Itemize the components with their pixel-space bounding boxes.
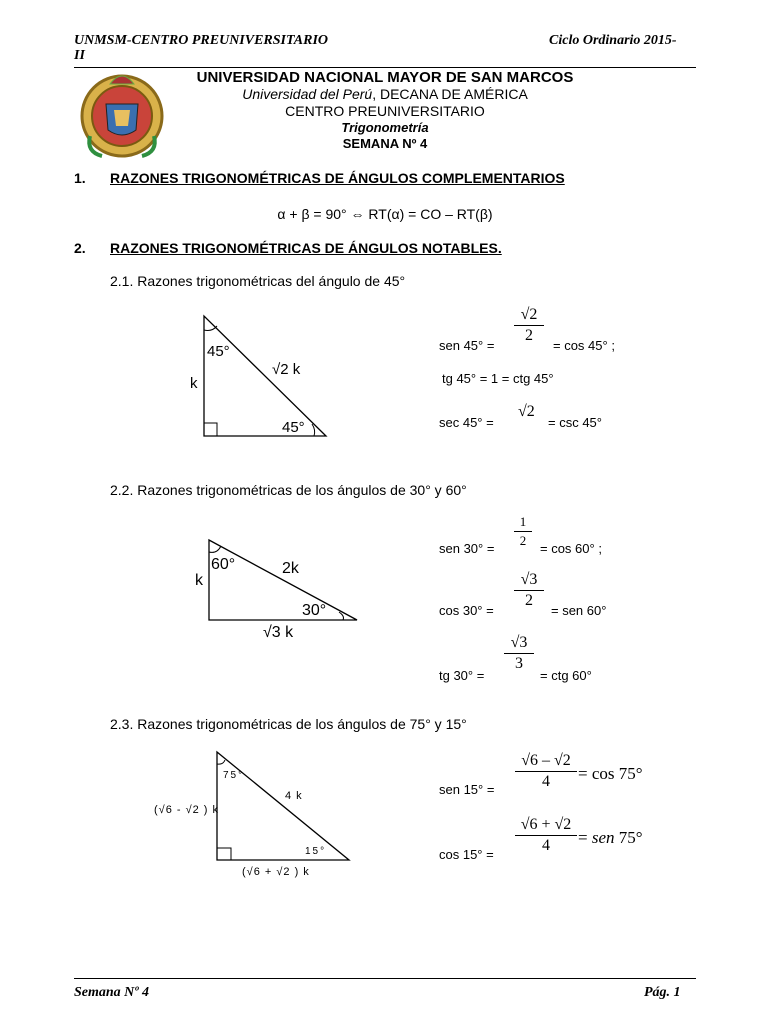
header-right: Ciclo Ordinario 2015- [549,33,677,48]
tg30-right: = ctg 60° [540,668,592,683]
section-2-title: RAZONES TRIGONOMÉTRICAS DE ÁNGULOS NOTABLES. [110,240,502,256]
triangle-30-60 [205,536,365,626]
subsection-2-3-title: 2.3. Razones trigonométricas de los ángulos de 75° y 15° [110,716,467,732]
fraction-bar [515,771,577,772]
cos30-den: 2 [525,592,533,609]
sen15-den: 4 [542,773,550,790]
section-2-number: 2. [74,240,86,256]
cos30-num: √3 [520,571,538,588]
header-left-cont: II [74,48,85,63]
tri45-bottom-angle: 45° [282,419,305,436]
sen45-fraction [514,306,544,345]
tri30-bottom-angle: 30° [302,602,327,619]
cos15-den: 4 [542,837,550,854]
tg30-den: 3 [515,655,523,672]
sen30-den: 2 [519,533,527,548]
sen15-num: √6 – √2 [521,752,571,769]
header-left: UNMSM-CENTRO PREUNIVERSITARIO [74,33,329,48]
fraction-bar [514,531,532,532]
cos15-angle: 75° [614,828,643,847]
cos15-sen: sen [591,828,615,847]
tri30-hypotenuse: 2k [282,560,299,577]
tri45-side-k: k [190,375,198,392]
section-1-title: RAZONES TRIGONOMÉTRICAS DE ÁNGULOS COMPLEMENTARIOS [110,170,565,186]
subsection-2-2-title: 2.2. Razones trigonométricas de los ángulos de 30° y 60° [110,482,467,498]
subtitle-italic: Universidad del Perú [242,86,373,102]
fraction-bar [514,590,544,591]
fraction-bar [515,835,577,836]
subsection-2-1-title: 2.1. Razones trigonométricas del ángulo de 45° [110,273,406,289]
center-name: CENTRO PREUNIVERSITARIO [285,103,485,119]
university-seal [76,66,168,162]
sen45-den: 2 [525,327,533,344]
tri75-bottom-angle: 15° [305,846,327,857]
triangle-45 [200,312,335,442]
tri30-side-k: k [195,572,203,589]
tri45-top-angle: 45° [207,343,230,360]
sen45-label: sen 45° = [439,338,495,353]
sec45-right: = csc 45° [548,415,602,430]
sec45-value: √2 [518,403,535,420]
sen30-num: 1 [519,514,527,529]
triangle-75-15 [213,748,358,863]
tri75-side: (√6 - √2 ) k [154,804,220,816]
tri30-base: √3 k [263,624,294,641]
tri75-hypotenuse: 4 k [285,790,303,802]
cos30-right: = sen 60° [551,603,607,618]
cos15-fraction [515,816,577,855]
sen30-label: sen 30° = [439,541,495,556]
cos15-eq: = [578,828,592,847]
tg30-fraction [504,634,534,673]
sen30-right: = cos 60° ; [540,541,602,556]
sen15-right: = cos 75° [578,764,643,783]
cos15-label: cos 15° = [439,847,494,862]
section-1-number: 1. [74,170,86,186]
cos30-fraction [514,571,544,610]
cos15-num: √6 + √2 [520,816,572,833]
footer-right: Pág. 1 [644,985,681,1000]
sec45-label: sec 45° = [439,415,494,430]
sen15-fraction [515,752,577,791]
tg30-num: √3 [510,634,528,651]
fraction-bar [514,325,544,326]
course-name: Trigonometría [341,120,429,135]
sen45-right: = cos 45° ; [553,338,615,353]
cos15-right [578,828,643,848]
footer-rule [74,978,696,979]
university-name: UNIVERSIDAD NACIONAL MAYOR DE SAN MARCOS [196,69,574,86]
complementary-formula: α + β = 90° ⇔ RT(α) = CO – RT(β) [277,206,493,222]
tri75-top-angle: 75° [223,770,245,781]
sen45-num: √2 [520,306,538,323]
week-label: SEMANA Nº 4 [342,136,428,151]
tg45-eq: tg 45° = 1 = ctg 45° [442,371,554,386]
sen30-fraction [514,514,532,549]
tri75-base: (√6 + √2 ) k [242,866,310,878]
footer-left: Semana Nº 4 [74,985,149,1000]
tg30-label: tg 30° = [439,668,485,683]
university-subtitle [170,86,600,102]
tri30-top-angle: 60° [211,556,236,573]
subtitle-rest: , DECANA DE AMÉRICA [372,86,528,102]
cos30-label: cos 30° = [439,603,494,618]
tri45-hypotenuse: √2 k [272,361,301,378]
sen15-label: sen 15° = [439,782,495,797]
fraction-bar [504,653,534,654]
